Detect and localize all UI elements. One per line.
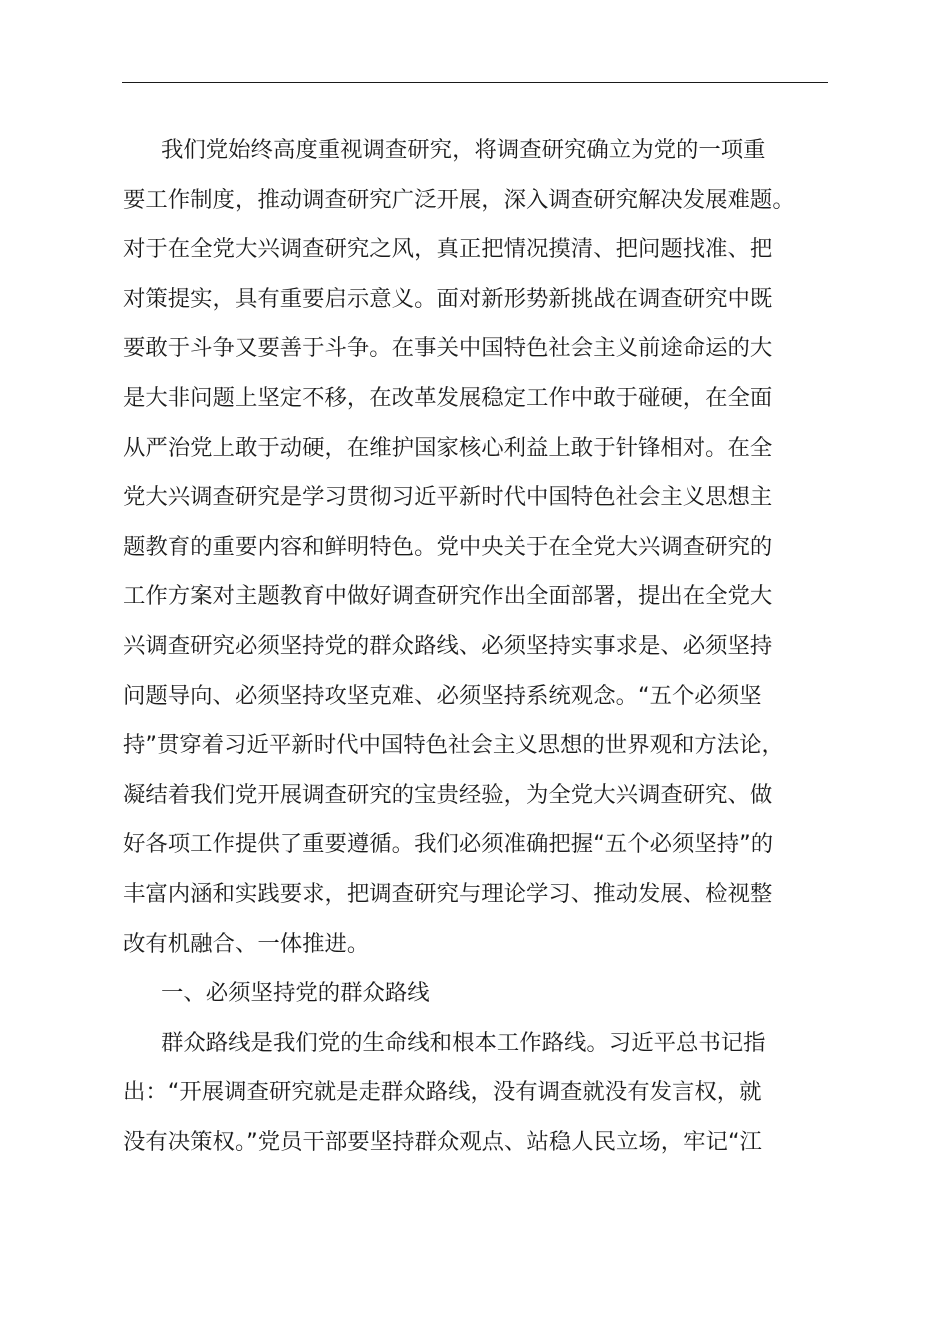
- paragraph-line: 工作方案对主题教育中做好调查研究作出全面部署，提出在全党大: [123, 583, 773, 610]
- paragraph-line: 兴调查研究必须坚持党的群众路线、必须坚持实事求是、必须坚持: [123, 632, 773, 659]
- paragraph-line: 没有决策权。”党员干部要坚持群众观点、站稳人民立场，牢记“江: [123, 1128, 762, 1155]
- header-rule: [122, 82, 828, 83]
- paragraph-line: 持”贯穿着习近平新时代中国特色社会主义思想的世界观和方法论，: [123, 732, 784, 759]
- paragraph-line: 问题导向、必须坚持攻坚克难、必须坚持系统观念。“五个必须坚: [123, 682, 762, 709]
- paragraph-mass-line: [123, 1019, 828, 1168]
- paragraph-line: 要敢于斗争又要善于斗争。在事关中国特色社会主义前途命运的大: [123, 335, 773, 362]
- paragraph-line: 丰富内涵和实践要求，把调查研究与理论学习、推动发展、检视整: [123, 880, 773, 907]
- paragraph-line: 群众路线是我们党的生命线和根本工作路线。习近平总书记指: [161, 1029, 766, 1056]
- paragraph-line: 从严治党上敢于动硬，在维护国家核心利益上敢于针锋相对。在全: [123, 434, 773, 461]
- paragraph-line: 对策提实，具有重要启示意义。面对新形势新挑战在调查研究中既: [123, 285, 773, 312]
- document-body: [123, 126, 828, 1167]
- paragraph-line: 好各项工作提供了重要遵循。我们必须准确把握“五个必须坚持”的: [123, 831, 774, 858]
- paragraph-line: 题教育的重要内容和鲜明特色。党中央关于在全党大兴调查研究的: [123, 533, 773, 560]
- paragraph-intro: [123, 126, 828, 969]
- paragraph-line: 要工作制度，推动调查研究广泛开展，深入调查研究解决发展难题。: [123, 186, 795, 213]
- paragraph-line: 是大非问题上坚定不移，在改革发展稳定工作中敢于碰硬，在全面: [123, 384, 773, 411]
- paragraph-line: 对于在全党大兴调查研究之风，真正把情况摸清、把问题找准、把: [123, 236, 773, 263]
- paragraph-line: 我们党始终高度重视调查研究，将调查研究确立为党的一项重: [161, 137, 766, 163]
- paragraph-line: 出：“开展调查研究就是走群众路线，没有调查就没有发言权，就: [123, 1079, 762, 1106]
- paragraph-line: 党大兴调查研究是学习贯彻习近平新时代中国特色社会主义思想主: [123, 484, 773, 511]
- paragraph-line: 改有机融合、一体推进。: [123, 930, 370, 957]
- paragraph-line: 凝结着我们党开展调查研究的宝贵经验，为全党大兴调查研究、做: [123, 781, 773, 808]
- section-heading: 一、必须坚持党的群众路线: [161, 980, 430, 1007]
